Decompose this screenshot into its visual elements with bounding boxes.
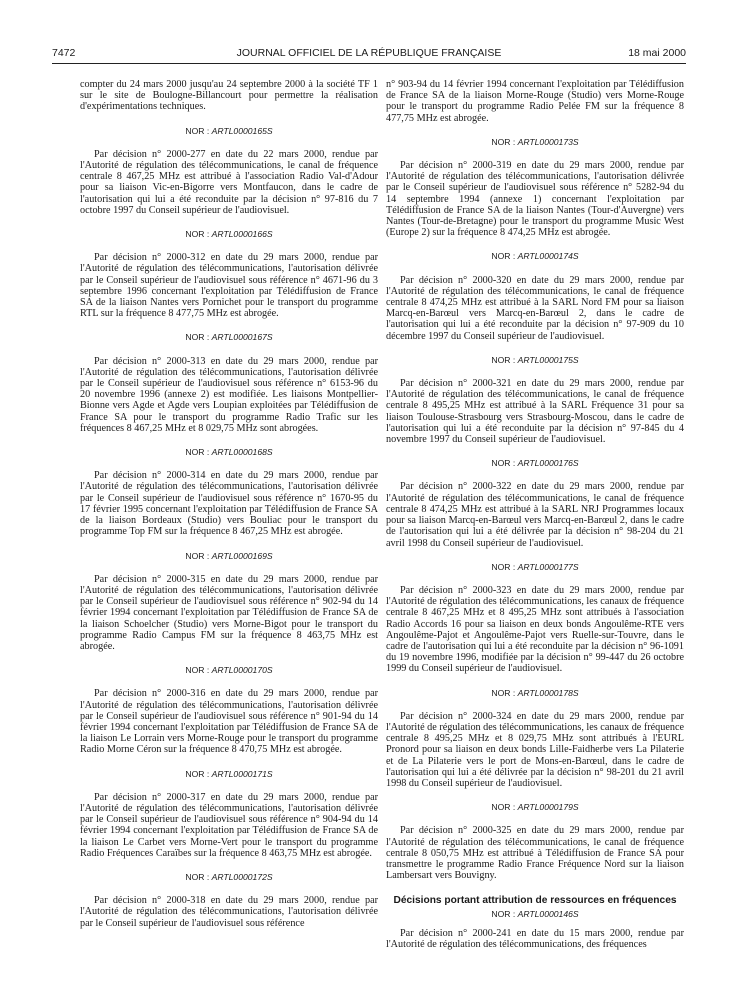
nor-code: ARTL0000174S bbox=[517, 251, 579, 262]
nor-code: ARTL0000179S bbox=[517, 802, 579, 813]
nor-code: ARTL0000173S bbox=[517, 136, 579, 147]
decision-paragraph: Par décision n° 2000-314 en date du 29 mars 2000, rendue par l'Autorité de régulation des télécommunications, l'autorisation délivrée par le Conseil supérieur de l'audiovisuel sous référence n° 1670-95 du 17 février 1995 concernant l'exploitation par Télédiffusion de France SA de la liaison Bordeaux (Studio) vers Bouliac pour le transport du programme Top FM sur la fréquence 8 467,25 MHz est abrogée. bbox=[80, 470, 378, 538]
decision-paragraph: Par décision n° 2000-319 en date du 29 mars 2000, rendue par l'Autorité de régulation des télécommunications, l'autorisation délivrée par le Conseil supérieur de l'audiovisuel sous référence n° 5282-94 du 14 septembre 1994 (annexe 1) concernant l'exploitation par Télédiffusion de France SA de la liaison Nantes (Tour-d'Auvergne) vers Nantes (Tour-de-Bretagne) pour le transport du programme Music West (Europe 2) sur la fréquence 8 474,25 MHz est abrogée. bbox=[386, 160, 684, 239]
nor-code: ARTL0000167S bbox=[211, 332, 273, 343]
page-number: 7472 bbox=[52, 47, 76, 59]
nor-reference: NOR : ARTL0000179S bbox=[491, 802, 579, 813]
header-rule bbox=[52, 63, 686, 64]
decision-paragraph: Par décision n° 2000-322 en date du 29 mars 2000, rendue par l'Autorité de régulation des télécommunications, le canal de fréquence centrale 8 474,25 MHz est attribué à la SARL NRJ Programmes locaux pour sa liaison Marcq-en-Barœul vers Marcq-en-Barœul 2, dans le cadre de l'autorisation qui lui a été délivrée par la décision n° 98-204 du 21 avril 1998 du Conseil supérieur de l'audiovisuel. bbox=[386, 481, 684, 549]
nor-code: ARTL0000166S bbox=[211, 229, 273, 240]
nor-code: ARTL0000170S bbox=[211, 665, 273, 676]
nor-reference: NOR : ARTL0000176S bbox=[491, 458, 579, 469]
nor-reference: NOR : ARTL0000172S bbox=[185, 871, 273, 882]
nor-reference: NOR : ARTL0000146S bbox=[491, 908, 579, 919]
continued-paragraph: n° 903-94 du 14 février 1994 concernant l'exploitation par Télédiffusion de France SA de la liaison Morne-Rouge (Studio) vers Morne-Rouge pour le transport du programme Radio Pelée FM sur la fréquence 8 477,75 MHz est abrogée. bbox=[386, 79, 684, 124]
nor-reference: NOR : ARTL0000177S bbox=[491, 561, 579, 572]
decision-paragraph: Par décision n° 2000-315 en date du 29 mars 2000, rendue par l'Autorité de régulation des télécommunications, l'autorisation délivrée par le Conseil supérieur de l'audiovisuel sous référence n° 902-94 du 14 février 1994 concernant l'exploitation par Télédiffusion de France SA de la liaison Schoelcher (Studio) vers Morne-Bigot pour le transport du programme Radio Campus FM sur la fréquence 8 463,75 MHz est abrogée. bbox=[80, 573, 378, 652]
page-header bbox=[52, 47, 686, 61]
decision-paragraph: Par décision n° 2000-316 en date du 29 mars 2000, rendue par l'Autorité de régulation des télécommunications, l'autorisation délivrée par le Conseil supérieur de l'audiovisuel sous référence n° 901-94 du 14 février 1994 concernant l'exploitation par Télédiffusion de France SA de la liaison Le Lorrain vers Morne-Rouge pour le transport du programme Radio Morne Céron sur la fréquence 8 470,75 MHz est abrogée. bbox=[80, 688, 378, 756]
section-heading: Décisions portant attribution de ressources en fréquences bbox=[393, 895, 677, 907]
decision-paragraph: Par décision n° 2000-324 en date du 29 mars 2000, rendue par l'Autorité de régulation des télécommunications, les canaux de fréquence centrale 8 495,25 MHz et 8 029,75 MHz sont attribués à l'EURL Pronord pour sa liaison en deux bonds Lille-Faidherbe vers La Pilaterie et de La Pilaterie vers le port de Mons-en-Barœul, dans le cadre de l'autorisation qui lui a été délivrée par la décision n° 98-201 du 21 avril 1998 du Conseil supérieur de l'audiovisuel. bbox=[386, 710, 685, 789]
decision-paragraph: Par décision n° 2000-325 en date du 29 mars 2000, rendue par l'Autorité de régulation des télécommunications, le canal de fréquence centrale 8 050,75 MHz est attribué à Télédiffusion de France SA pour transmettre le programme Radio France Fréquence Nord sur la liaison Lambersart vers Bouvigny. bbox=[386, 825, 684, 882]
nor-reference: NOR : ARTL0000173S bbox=[491, 136, 579, 147]
nor-code: ARTL0000171S bbox=[211, 768, 273, 779]
nor-reference: NOR : ARTL0000175S bbox=[491, 354, 579, 365]
nor-code: ARTL0000172S bbox=[211, 871, 273, 882]
decision-paragraph: Par décision n° 2000-320 en date du 29 mars 2000, rendue par l'Autorité de régulation des télécommunications, le canal de fréquence centrale 8 474,25 MHz est attribué à la SARL Nord FM pour sa liaison Marcq-en-Barœul vers Marcq-en-Barœul 2, dans le cadre de l'autorisation qui lui a été reconduite par la décision n° 97-909 du 10 décembre 1997 du Conseil supérieur de l'audiovisuel. bbox=[386, 274, 684, 342]
nor-reference: NOR : ARTL0000169S bbox=[185, 550, 273, 561]
nor-code: ARTL0000177S bbox=[517, 561, 579, 572]
left-column bbox=[80, 79, 378, 929]
nor-code: ARTL0000176S bbox=[517, 458, 579, 469]
decision-paragraph: Par décision n° 2000-312 en date du 29 mars 2000, rendue par l'Autorité de régulation des télécommunications, l'autorisation délivrée par le Conseil supérieur de l'audiovisuel sous référence n° 4671-96 du 3 septembre 1996 concernant l'exploitation par Télédiffusion de France SA de la liaison Nantes vers Pornichet pour le transport du programme RTL sur la fréquence 8 477,75 MHz est abrogée. bbox=[80, 252, 378, 320]
decision-paragraph: Par décision n° 2000-277 en date du 22 mars 2000, rendue par l'Autorité de régulation des télécommunications, le canal de fréquence centrale 8 467,25 MHz est attribué à l'association Radio Val-d'Adour pour sa liaison Vic-en-Bigorre vers Montfaucon, dans le cadre de l'autorisation qui lui a été reconduite par la décision n° 97-816 du 7 octobre 1997 du Conseil supérieur de l'audiovisuel. bbox=[80, 148, 378, 216]
nor-reference: NOR : ARTL0000174S bbox=[491, 251, 579, 262]
nor-code: ARTL0000169S bbox=[211, 550, 273, 561]
nor-code: ARTL0000175S bbox=[517, 354, 579, 365]
nor-reference: NOR : ARTL0000171S bbox=[185, 768, 273, 779]
decision-paragraph: Par décision n° 2000-313 en date du 29 mars 2000, rendue par l'Autorité de régulation des télécommunications, l'autorisation délivrée par le Conseil supérieur de l'audiovisuel sous référence n° 6153-96 du 20 novembre 1996 (annexe 2) est modifiée. Les liaisons Montpellier-Bionne vers Agde et Agde vers Loupian exploitées par Télédiffusion de France SA pour le transport du programme Radio Trafic sur les fréquences 8 467,25 MHz et 8 029,75 MHz sont abrogées. bbox=[80, 355, 378, 434]
nor-reference: NOR : ARTL0000178S bbox=[491, 687, 579, 698]
decision-paragraph: Par décision n° 2000-321 en date du 29 mars 2000, rendue par l'Autorité de régulation des télécommunications, le canal de fréquence centrale 8 495,25 MHz est attribué à la SARL Fréquence 31 pour sa liaison Toulouse-Strasbourg vers Strasbourg-Moscou, dans le cadre de l'autorisation qui lui a été reconduite par la décision n° 97-845 du 4 novembre 1997 du Conseil supérieur de l'audiovisuel. bbox=[386, 378, 684, 446]
nor-code: ARTL0000168S bbox=[211, 447, 273, 458]
decision-paragraph: Par décision n° 2000-317 en date du 29 mars 2000, rendue par l'Autorité de régulation des télécommunications, l'autorisation délivrée par le Conseil supérieur de l'audiovisuel sous référence n° 904-94 du 14 février 1994 concernant l'exploitation par Télédiffusion de France SA de la liaison Le Carbet vers Morne-Vert pour le transport du programme Radio Fréquences Caraïbes sur la fréquence 8 463,75 MHz est abrogée. bbox=[80, 791, 378, 859]
nor-code: ARTL0000146S bbox=[517, 908, 579, 919]
right-column bbox=[386, 79, 684, 950]
issue-date: 18 mai 2000 bbox=[628, 47, 686, 59]
nor-reference: NOR : ARTL0000168S bbox=[185, 447, 273, 458]
nor-reference: NOR : ARTL0000166S bbox=[185, 229, 273, 240]
decision-paragraph: Par décision n° 2000-241 en date du 15 mars 2000, rendue par l'Autorité de régulation des télécommunications, des fréquences bbox=[386, 927, 684, 950]
nor-code: ARTL0000178S bbox=[517, 687, 579, 698]
nor-reference: NOR : ARTL0000170S bbox=[185, 665, 273, 676]
decision-paragraph: Par décision n° 2000-318 en date du 29 mars 2000, rendue par l'Autorité de régulation des télécommunications, l'autorisation délivrée par le Conseil supérieur de l'audiovisuel sous référence bbox=[80, 895, 378, 929]
continued-paragraph: compter du 24 mars 2000 jusqu'au 24 septembre 2000 à la société TF 1 sur le site de Boulogne-Billancourt pour permettre la réalisation d'expérimentations techniques. bbox=[80, 79, 378, 113]
nor-reference: NOR : ARTL0000167S bbox=[185, 332, 273, 343]
decision-paragraph: Par décision n° 2000-323 en date du 29 mars 2000, rendue par l'Autorité de régulation des télécommunications, les canaux de fréquence centrale 8 467,25 MHz et 8 495,25 MHz sont attribués à l'association Radio Accords 16 pour sa liaison en deux bonds Angoulême-RTE vers Angoulême-Pajot et Angoulême-Pajot vers Ruelle-sur-Touvre, dans le cadre de l'autorisation qui lui a été reconduite par la décision n° 96-1091 du 19 novembre 1996, modifiée par la décision n° 99-447 du 26 octobre 1999 du Conseil supérieur de l'audiovisuel. bbox=[386, 584, 685, 675]
journal-title: JOURNAL OFFICIEL DE LA RÉPUBLIQUE FRANÇAISE bbox=[236, 47, 502, 59]
nor-reference: NOR : ARTL0000165S bbox=[185, 125, 273, 136]
nor-code: ARTL0000165S bbox=[211, 125, 273, 136]
